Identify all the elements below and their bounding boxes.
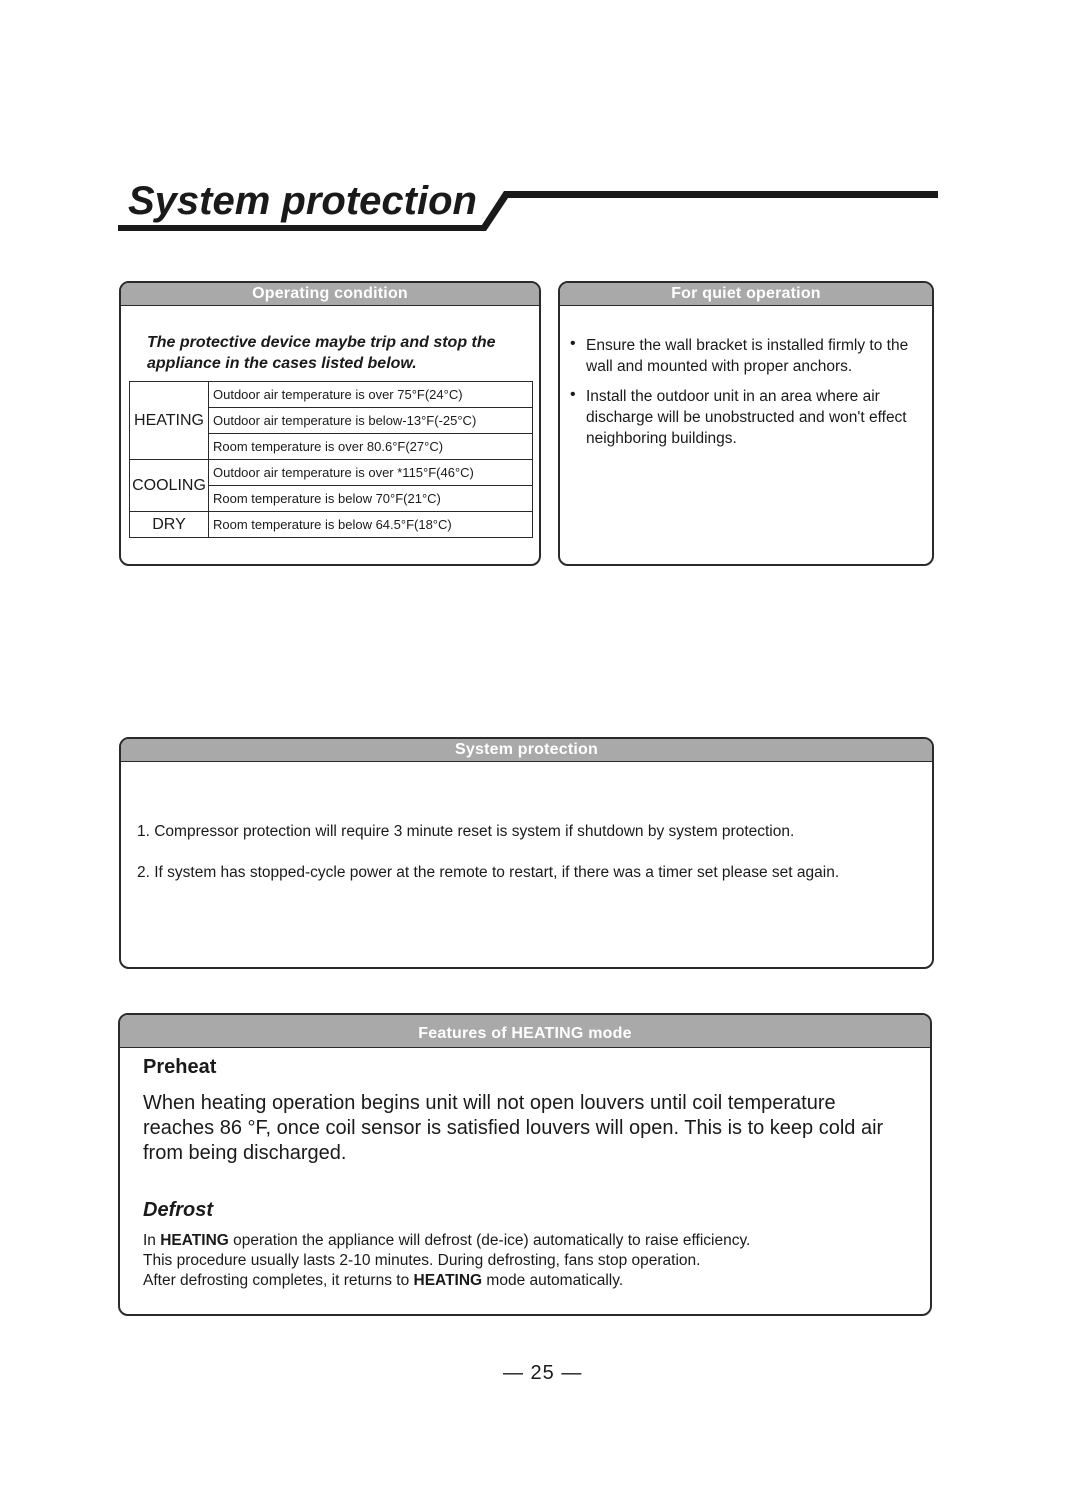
page-title: System protection xyxy=(128,179,477,223)
list-item: • Ensure the wall bracket is installed firmly to the wall and mounted with proper anchors. xyxy=(568,335,918,377)
condition-cell: Outdoor air temperature is below-13°F(-25°C) xyxy=(209,408,533,434)
defrost-title: Defrost xyxy=(143,1199,214,1221)
defrost-emphasis: HEATING xyxy=(160,1232,229,1249)
operating-condition-panel xyxy=(119,281,541,566)
defrost-line xyxy=(143,1251,903,1271)
table-row xyxy=(130,460,533,486)
condition-cell: Room temperature is below 70°F(21°C) xyxy=(209,486,533,512)
condition-cell: Outdoor air temperature is over 75°F(24°C) xyxy=(209,382,533,408)
quiet-operation-header: For quiet operation xyxy=(560,283,932,306)
list-item: • Install the outdoor unit in an area where air discharge will be unobstructed and won't effect neighboring buildings. xyxy=(568,386,918,449)
mode-cell-dry: DRY xyxy=(130,512,209,538)
defrost-line xyxy=(143,1271,903,1291)
page-number: — 25 — xyxy=(503,1362,583,1384)
list-item: 1. Compressor protection will require 3 minute reset is system if shutdown by system protection. xyxy=(137,823,795,840)
preheat-title: Preheat xyxy=(143,1056,217,1078)
condition-cell: Outdoor air temperature is over *115°F(46°C) xyxy=(209,460,533,486)
defrost-body xyxy=(143,1231,903,1291)
heating-features-header: Features of HEATING mode xyxy=(120,1015,930,1048)
heating-features-panel xyxy=(118,1013,932,1316)
condition-cell: Room temperature is below 64.5°F(18°C) xyxy=(209,512,533,538)
preheat-body: When heating operation begins unit will not open louvers until coil temperature reaches 86 °F, once coil sensor is satisfied louvers will open. This is to keep cold air from being discharged. xyxy=(143,1092,884,1164)
table-row xyxy=(130,512,533,538)
mode-cell-cooling: COOLING xyxy=(130,460,209,512)
defrost-text: After defrosting completes, it returns to xyxy=(143,1272,414,1289)
list-item: 2. If system has stopped-cycle power at the remote to restart, if there was a timer set please set again. xyxy=(137,864,840,881)
system-protection-header: System protection xyxy=(121,739,932,762)
system-protection-panel xyxy=(119,737,934,969)
operating-condition-header: Operating condition xyxy=(121,283,539,306)
mode-cell-heating: HEATING xyxy=(130,382,209,460)
condition-cell: Room temperature is over 80.6°F(27°C) xyxy=(209,434,533,460)
defrost-text: This procedure usually lasts 2-10 minutes. During defrosting, fans stop operation. xyxy=(143,1252,701,1269)
quiet-operation-list xyxy=(568,335,918,458)
defrost-text: In xyxy=(143,1232,161,1249)
system-protection-list xyxy=(137,821,932,903)
defrost-text: operation the appliance will defrost (de-ice) automatically to raise efficiency. xyxy=(228,1232,751,1249)
defrost-emphasis: HEATING xyxy=(413,1272,483,1289)
operating-condition-table xyxy=(129,381,533,538)
defrost-text: mode automatically. xyxy=(482,1272,624,1289)
operating-condition-intro: The protective device maybe trip and stop the appliance in the cases listed below. xyxy=(147,334,496,372)
table-row xyxy=(130,382,533,408)
defrost-line xyxy=(143,1231,903,1251)
quiet-operation-panel xyxy=(558,281,934,566)
